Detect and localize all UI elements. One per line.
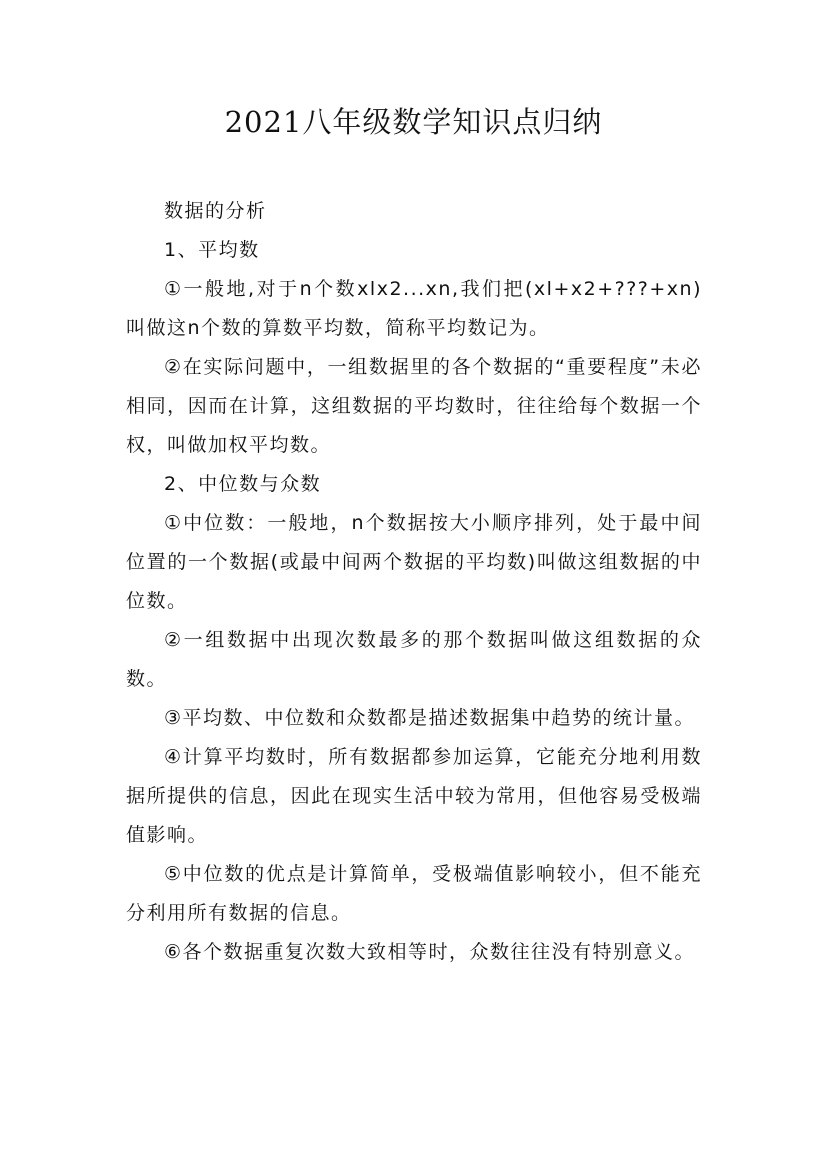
paragraph: ⑥各个数据重复次数大致相等时，众数往往没有特别意义。 (164, 941, 696, 963)
paragraph: ④计算平均数时，所有数据都参加运算，它能充分地利用数据所提供的信息，因此在现实生活中较为常用，但他容易受极端值影响。 (126, 746, 702, 846)
paragraph: ①中位数：一般地，n个数据按大小顺序排列，处于最中间位置的一个数据(或最中间两个数据的平均数)叫做这组数据的中位数。 (126, 512, 702, 612)
paragraph: ②在实际问题中，一组数据里的各个数据的“重要程度”未必相同，因而在计算，这组数据的平均数时，往往给每个数据一个权，叫做加权平均数。 (126, 356, 702, 456)
paragraph: ②一组数据中出现次数最多的那个数据叫做这组数据的众数。 (126, 629, 702, 690)
subsection-heading: 2、中位数与众数 (164, 473, 322, 495)
document-body (126, 192, 702, 972)
page-title: 2021八年级数学知识点归纳 (224, 105, 603, 139)
subsection-heading: 1、平均数 (164, 239, 260, 261)
section-heading: 数据的分析 (164, 200, 267, 222)
paragraph: ①一般地,对于n个数xlx2...xn,我们把(xl+x2+???+xn)叫做这n个数的算数平均数，简称平均数记为。 (126, 278, 702, 339)
paragraph: ⑤中位数的优点是计算简单，受极端值影响较小，但不能充分利用所有数据的信息。 (126, 863, 702, 924)
paragraph: ③平均数、中位数和众数都是描述数据集中趋势的统计量。 (164, 707, 696, 729)
